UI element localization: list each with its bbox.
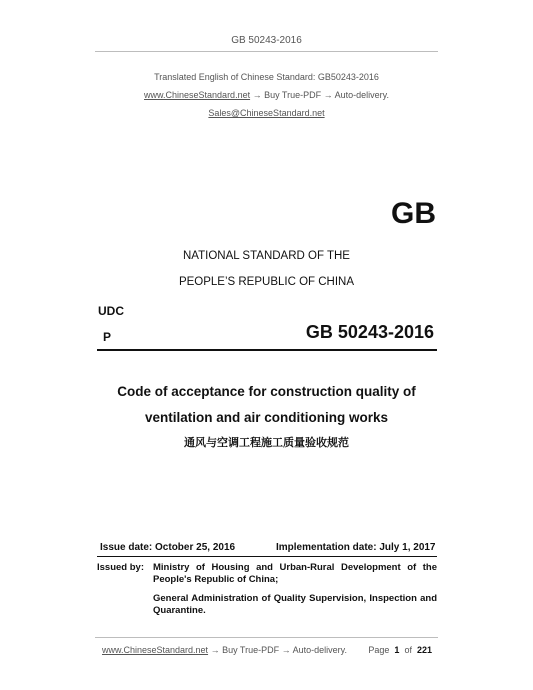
title-line1: Code of acceptance for construction quality of [117, 384, 416, 399]
page-of: of [404, 645, 412, 655]
footer [102, 645, 432, 655]
site-link[interactable]: www.ChineseStandard.net [144, 90, 251, 100]
national-standard-line2: PEOPLE’S REPUBLIC OF CHINA [178, 276, 355, 288]
standard-divider [97, 349, 437, 351]
page-current: 1 [394, 645, 400, 655]
title-line2: ventilation and air conditioning works [144, 410, 389, 425]
issue-date: Issue date: October 25, 2016 [100, 542, 236, 553]
sales-line [0, 108, 533, 118]
page-indicator [368, 645, 432, 655]
translation-notice: Translated English of Chinese Standard: GB50243-2016 [154, 72, 379, 82]
udc-label: UDC [98, 304, 124, 318]
purchase-line [0, 90, 533, 100]
issuer-ministry: Ministry of Housing and Urban-Rural Development of the People's Republic of China; [153, 562, 437, 585]
standard-number: GB 50243-2016 [305, 322, 434, 342]
footer-purchase-text: → Buy True-PDF → Auto-delivery. [208, 645, 347, 655]
issuer-aqsiq: General Administration of Quality Supervision, Inspection and Quarantine. [153, 593, 437, 616]
implementation-date: Implementation date: July 1, 2017 [276, 542, 436, 553]
footer-site-link[interactable]: www.ChineseStandard.net [102, 645, 209, 655]
title-chinese: 通风与空调工程施工质量验收规范 [184, 436, 349, 449]
sales-email-link[interactable]: Sales@ChineseStandard.net [208, 108, 325, 118]
header-divider [95, 51, 438, 52]
header-standard-code: GB 50243-2016 [231, 35, 302, 46]
footer-divider [95, 637, 438, 638]
issued-by-label: Issued by: [97, 562, 144, 573]
dates-divider [97, 556, 437, 557]
purchase-text: → Buy True-PDF → Auto-delivery. [250, 90, 389, 100]
p-label: P [103, 330, 112, 344]
page-total: 221 [416, 645, 432, 655]
national-standard-line1: NATIONAL STANDARD OF THE [183, 250, 350, 262]
page-label: Page [368, 645, 390, 655]
gb-logo: GB [391, 197, 436, 230]
